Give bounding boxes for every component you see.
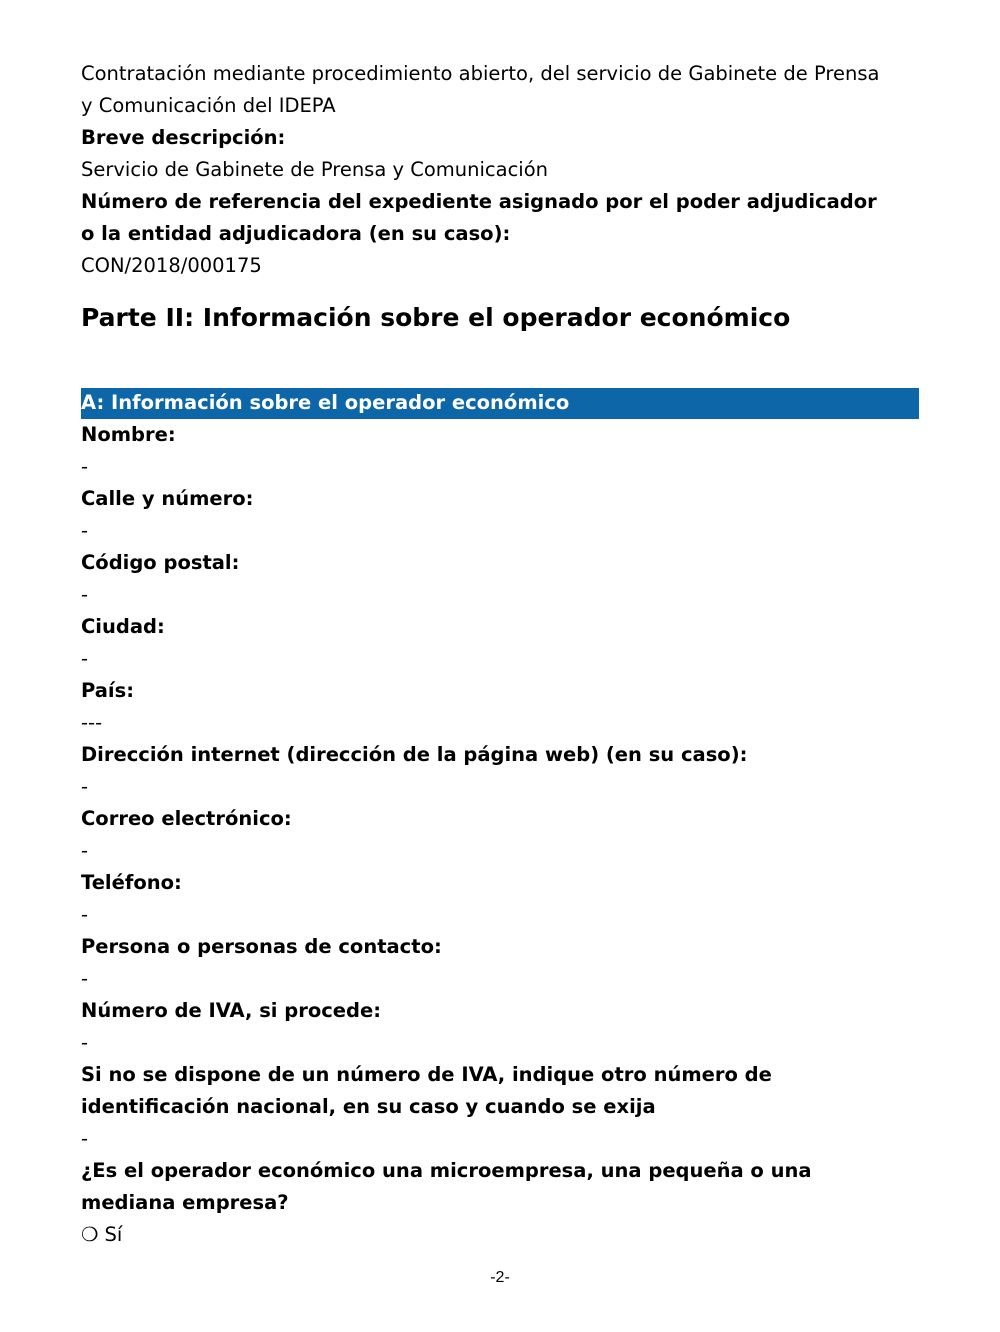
field-label-country: País: (81, 679, 135, 702)
field-label-postal-code: Código postal: (81, 551, 240, 574)
field-value-street: - (81, 519, 89, 542)
field-label-street: Calle y número: (81, 487, 254, 510)
field-label-vat-number: Número de IVA, si procede: (81, 999, 382, 1022)
field-value-email: - (81, 839, 89, 862)
document-page (81, 58, 919, 1251)
section-a-header: A: Información sobre el operador económico (81, 388, 919, 419)
field-label-email: Correo electrónico: (81, 807, 292, 830)
page-number: -2- (490, 1269, 510, 1286)
reference-label-line-2: o la entidad adjudicadora (en su caso): (81, 222, 511, 245)
other-id-label-line-2: identificación nacional, en su caso y cuando se exija (81, 1095, 656, 1118)
sme-question-line-1: ¿Es el operador económico una microempresa, una pequeña o una (81, 1159, 812, 1182)
procedure-title-line-1: Contratación mediante procedimiento abierto, del servicio de Gabinete de Prensa (81, 62, 880, 85)
sme-question-line-2: mediana empresa? (81, 1191, 289, 1214)
short-description-value: Servicio de Gabinete de Prensa y Comunicación (81, 158, 549, 181)
radio-circle-icon[interactable]: ❍ (81, 1223, 99, 1246)
economic-operator-fields (81, 419, 919, 1251)
field-value-city: - (81, 647, 89, 670)
procedure-title-line-2: y Comunicación del IDEPA (81, 94, 336, 117)
reference-value: CON/2018/000175 (81, 254, 262, 277)
reference-label-line-1: Número de referencia del expediente asignado por el poder adjudicador (81, 190, 877, 213)
field-value-postal-code: - (81, 583, 89, 606)
sme-option-yes[interactable] (81, 1219, 919, 1251)
field-label-city: Ciudad: (81, 615, 165, 638)
field-value-name: - (81, 455, 89, 478)
other-id-label-line-1: Si no se dispone de un número de IVA, indique otro número de (81, 1063, 772, 1086)
field-value-vat-number: - (81, 1031, 89, 1054)
field-label-website: Dirección internet (dirección de la página web) (en su caso): (81, 743, 748, 766)
field-label-phone: Teléfono: (81, 871, 182, 894)
part-2-title: Parte II: Información sobre el operador económico (81, 303, 791, 332)
short-description-label: Breve descripción: (81, 126, 286, 149)
other-id-value: - (81, 1127, 89, 1150)
field-value-phone: - (81, 903, 89, 926)
field-value-contact-persons: - (81, 967, 89, 990)
field-value-website: - (81, 775, 89, 798)
field-label-contact-persons: Persona o personas de contacto: (81, 935, 442, 958)
field-label-name: Nombre: (81, 423, 176, 446)
field-value-country: --- (81, 711, 103, 734)
sme-option-yes-label: Sí (104, 1223, 123, 1246)
